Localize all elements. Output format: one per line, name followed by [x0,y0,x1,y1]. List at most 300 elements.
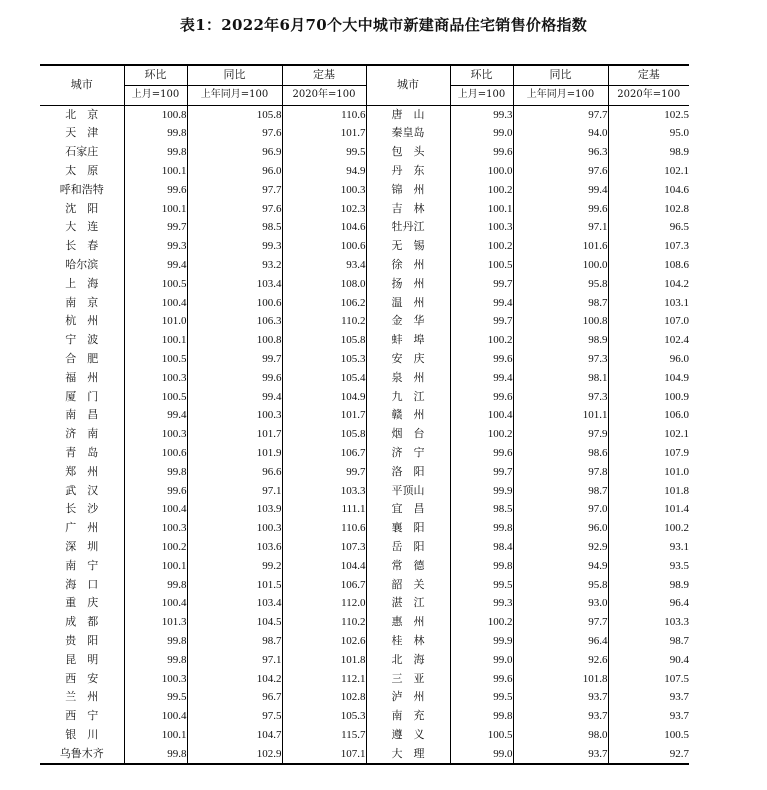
mom-cell: 99.6 [124,181,187,200]
table-row [40,124,689,143]
yoy-cell: 101.5 [187,576,282,595]
yoy-cell: 101.8 [513,670,608,689]
table-title: 表1：2022年6月70个大中城市新建商品住宅销售价格指数 [179,16,588,34]
base-cell: 93.7 [608,688,689,707]
table-row [40,256,689,275]
city-cell: 西 安 [65,671,99,685]
yoy-cell: 92.6 [513,651,608,670]
city-cell: 岳 阳 [366,538,450,557]
yoy-cell: 96.4 [513,632,608,651]
city-cell: 包 头 [366,143,450,162]
mom-cell: 99.6 [450,670,513,689]
table-row [40,181,689,200]
city-cell: 武 汉 [65,483,99,497]
base-cell: 112.0 [282,594,366,613]
mom-cell: 101.0 [124,312,187,331]
city-cell: 北 海 [366,651,450,670]
base-cell: 103.3 [608,613,689,632]
mom-cell: 100.1 [124,557,187,576]
base-cell: 101.8 [608,482,689,501]
yoy-cell: 100.3 [187,406,282,425]
city-cell: 牡丹江 [366,218,450,237]
mom-cell: 99.0 [450,745,513,765]
base-cell: 93.5 [608,557,689,576]
yoy-cell: 96.6 [187,463,282,482]
mom-cell: 99.7 [450,312,513,331]
city-cell: 呼和浩特 [59,182,104,196]
base-cell: 102.8 [282,688,366,707]
city-header: 城市 [40,65,124,105]
city-cell: 大 连 [65,220,99,234]
city-cell: 乌鲁木齐 [40,745,124,765]
yoy-cell: 99.2 [187,557,282,576]
mom-cell: 100.3 [124,519,187,538]
mom-cell: 100.5 [124,388,187,407]
base-cell: 105.8 [282,425,366,444]
table-row [40,388,689,407]
table-row [40,331,689,350]
base-cell: 100.3 [282,181,366,200]
city-cell: 安 庆 [366,350,450,369]
base-cell: 93.1 [608,538,689,557]
mom-cell: 100.3 [450,218,513,237]
mom-cell: 100.5 [124,275,187,294]
table-row [40,688,689,707]
city-cell: 韶 关 [366,576,450,595]
city-cell: 三 亚 [366,670,450,689]
city-cell: 太 原 [65,163,99,177]
city-cell: 常 德 [366,557,450,576]
base-cell: 103.1 [608,294,689,313]
yoy-cell: 96.3 [513,143,608,162]
yoy-cell: 93.7 [513,707,608,726]
base-cell: 108.6 [608,256,689,275]
base-cell: 96.0 [608,350,689,369]
base-cell: 93.4 [282,256,366,275]
mom-cell: 100.1 [450,200,513,219]
base-cell: 105.8 [282,331,366,350]
mom-cell: 99.6 [450,388,513,407]
base-cell: 105.4 [282,369,366,388]
mom-header-2: 环比 [450,65,513,85]
city-cell: 南 宁 [65,558,99,572]
yoy-cell: 103.4 [187,594,282,613]
table-row [40,519,689,538]
base-cell: 100.5 [608,726,689,745]
table-row [40,500,689,519]
yoy-cell: 94.9 [513,557,608,576]
base-cell: 110.6 [282,519,366,538]
base-cell: 100.2 [608,519,689,538]
mom-cell: 99.6 [450,350,513,369]
mom-cell: 100.2 [450,237,513,256]
city-cell: 丹 东 [366,162,450,181]
yoy-cell: 100.0 [513,256,608,275]
yoy-cell: 101.9 [187,444,282,463]
city-header-2: 城市 [366,65,450,105]
yoy-cell: 92.9 [513,538,608,557]
city-cell: 桂 林 [366,632,450,651]
table-row [40,651,689,670]
base-cell: 92.7 [608,745,689,765]
base-cell: 101.4 [608,500,689,519]
city-cell: 扬 州 [366,275,450,294]
table-row [40,745,689,765]
city-cell: 锦 州 [366,181,450,200]
base-cell: 108.0 [282,275,366,294]
city-cell: 南 京 [65,295,99,309]
table-row [40,369,689,388]
yoy-cell: 97.7 [513,613,608,632]
mom-cell: 100.4 [124,707,187,726]
table-row [40,275,689,294]
base-cell: 110.6 [282,105,366,124]
mom-cell: 100.3 [124,369,187,388]
city-cell: 郑 州 [65,464,99,478]
base-cell: 102.5 [608,105,689,124]
city-cell: 徐 州 [366,256,450,275]
table-row [40,350,689,369]
yoy-cell: 98.7 [513,294,608,313]
base-cell: 104.2 [608,275,689,294]
mom-cell: 100.3 [124,425,187,444]
base-cell: 102.1 [608,425,689,444]
table-row [40,312,689,331]
base-cell: 107.0 [608,312,689,331]
mom-cell: 99.3 [450,105,513,124]
city-cell: 平顶山 [366,482,450,501]
mom-cell: 99.6 [124,482,187,501]
mom-cell: 99.4 [124,256,187,275]
city-cell: 合 肥 [65,351,99,365]
table-row [40,444,689,463]
base-cell: 98.7 [608,632,689,651]
yoy-cell: 99.3 [187,237,282,256]
mom-cell: 100.1 [124,162,187,181]
city-cell: 赣 州 [366,406,450,425]
yoy-cell: 101.1 [513,406,608,425]
mom-cell: 100.4 [124,594,187,613]
yoy-cell: 93.0 [513,594,608,613]
yoy-cell: 97.1 [513,218,608,237]
city-cell: 唐 山 [366,105,450,124]
city-cell: 兰 州 [65,690,99,704]
city-cell: 昆 明 [65,652,99,666]
mom-cell: 99.8 [124,632,187,651]
base-cell: 104.6 [282,218,366,237]
city-cell: 西 宁 [65,709,99,723]
yoy-cell: 99.4 [187,388,282,407]
mom-cell: 100.5 [450,256,513,275]
yoy-cell: 105.8 [187,105,282,124]
mom-cell: 99.5 [450,688,513,707]
yoy-cell: 103.4 [187,275,282,294]
city-cell: 金 华 [366,312,450,331]
city-cell: 天 津 [65,126,99,140]
mom-cell: 100.4 [124,294,187,313]
city-cell: 石家庄 [65,145,99,159]
city-cell: 福 州 [65,370,99,384]
city-cell: 秦皇岛 [366,124,450,143]
yoy-cell: 97.6 [187,200,282,219]
yoy-cell: 106.3 [187,312,282,331]
yoy-cell: 101.7 [187,425,282,444]
yoy-cell: 99.7 [187,350,282,369]
mom-cell: 99.8 [124,745,187,765]
mom-cell: 99.9 [450,632,513,651]
base-cell: 106.0 [608,406,689,425]
table-row [40,538,689,557]
base-cell: 112.1 [282,670,366,689]
mom-cell: 99.8 [450,557,513,576]
yoy-cell: 104.7 [187,726,282,745]
yoy-subheader: 上年同月=100 [187,85,282,105]
yoy-cell: 97.6 [513,162,608,181]
yoy-cell: 97.1 [187,651,282,670]
table-row [40,594,689,613]
city-cell: 贵 阳 [65,633,99,647]
city-cell: 南 昌 [65,408,99,422]
yoy-cell: 103.6 [187,538,282,557]
mom-cell: 99.0 [450,124,513,143]
base-subheader: 2020年=100 [282,85,366,105]
base-cell: 102.1 [608,162,689,181]
city-cell: 长 沙 [65,502,99,516]
base-cell: 95.0 [608,124,689,143]
yoy-cell: 98.7 [513,482,608,501]
yoy-cell: 96.0 [187,162,282,181]
mom-cell: 100.2 [124,538,187,557]
yoy-header-2: 同比 [513,65,608,85]
mom-cell: 99.3 [124,237,187,256]
base-header: 定基 [282,65,366,85]
base-cell: 100.6 [282,237,366,256]
base-cell: 94.9 [282,162,366,181]
table-row [40,482,689,501]
yoy-cell: 99.6 [187,369,282,388]
mom-cell: 99.8 [450,707,513,726]
mom-cell: 100.4 [450,406,513,425]
yoy-cell: 100.3 [187,519,282,538]
mom-cell: 99.8 [124,463,187,482]
mom-cell: 100.2 [450,331,513,350]
city-cell: 宁 波 [65,333,99,347]
mom-cell: 100.5 [450,726,513,745]
city-cell: 上 海 [65,276,99,290]
base-cell: 104.4 [282,557,366,576]
table-row [40,707,689,726]
mom-cell: 99.5 [450,576,513,595]
yoy-cell: 101.6 [513,237,608,256]
yoy-cell: 97.3 [513,350,608,369]
yoy-cell: 99.6 [513,200,608,219]
table-row [40,105,689,124]
yoy-cell: 96.7 [187,688,282,707]
base-cell: 102.4 [608,331,689,350]
city-cell: 成 都 [65,615,99,629]
base-cell: 106.7 [282,576,366,595]
base-cell: 105.3 [282,707,366,726]
table-row [40,670,689,689]
base-cell: 90.4 [608,651,689,670]
base-cell: 107.3 [608,237,689,256]
price-index-table [40,64,689,765]
table-row [40,406,689,425]
city-cell: 湛 江 [366,594,450,613]
yoy-cell: 98.9 [513,331,608,350]
yoy-cell: 97.7 [513,105,608,124]
yoy-cell: 95.8 [513,275,608,294]
mom-cell: 98.5 [450,500,513,519]
yoy-cell: 98.0 [513,726,608,745]
base-cell: 103.3 [282,482,366,501]
yoy-cell: 93.7 [513,745,608,765]
mom-cell: 99.7 [450,275,513,294]
mom-cell: 100.1 [124,331,187,350]
base-cell: 101.0 [608,463,689,482]
base-cell: 107.9 [608,444,689,463]
city-cell: 深 圳 [65,539,99,553]
city-cell: 烟 台 [366,425,450,444]
table-body [40,105,689,764]
mom-subheader: 上月=100 [124,85,187,105]
base-cell: 101.7 [282,406,366,425]
base-cell: 104.9 [282,388,366,407]
mom-cell: 100.2 [450,425,513,444]
base-cell: 111.1 [282,500,366,519]
mom-cell: 99.5 [124,688,187,707]
yoy-cell: 102.9 [187,745,282,765]
mom-cell: 99.6 [450,143,513,162]
base-cell: 96.4 [608,594,689,613]
base-cell: 110.2 [282,312,366,331]
yoy-cell: 98.6 [513,444,608,463]
city-cell: 遵 义 [366,726,450,745]
city-cell: 济 南 [65,427,99,441]
table-row [40,237,689,256]
base-cell: 102.6 [282,632,366,651]
yoy-cell: 93.7 [513,688,608,707]
yoy-cell: 103.9 [187,500,282,519]
city-cell: 海 口 [65,577,99,591]
table-row [40,726,689,745]
base-cell: 104.6 [608,181,689,200]
base-cell: 96.5 [608,218,689,237]
yoy-subheader-2: 上年同月=100 [513,85,608,105]
mom-cell: 99.7 [124,218,187,237]
city-cell: 哈尔滨 [65,257,99,271]
yoy-cell: 97.0 [513,500,608,519]
base-cell: 98.9 [608,576,689,595]
mom-cell: 100.0 [450,162,513,181]
mom-cell: 99.7 [450,463,513,482]
base-cell: 101.8 [282,651,366,670]
base-cell: 102.8 [608,200,689,219]
base-cell: 115.7 [282,726,366,745]
base-subheader-2: 2020年=100 [608,85,689,105]
base-cell: 98.9 [608,143,689,162]
yoy-cell: 100.8 [513,312,608,331]
base-cell: 101.7 [282,124,366,143]
city-cell: 广 州 [65,521,99,535]
city-cell: 洛 阳 [366,463,450,482]
mom-subheader-2: 上月=100 [450,85,513,105]
base-cell: 106.2 [282,294,366,313]
base-cell: 105.3 [282,350,366,369]
yoy-cell: 97.5 [187,707,282,726]
mom-cell: 100.3 [124,670,187,689]
base-cell: 107.3 [282,538,366,557]
mom-cell: 101.3 [124,613,187,632]
mom-header: 环比 [124,65,187,85]
mom-cell: 99.9 [450,482,513,501]
base-cell: 100.9 [608,388,689,407]
base-cell: 106.7 [282,444,366,463]
base-header-2: 定基 [608,65,689,85]
mom-cell: 99.4 [450,294,513,313]
city-cell: 温 州 [366,294,450,313]
base-cell: 107.1 [282,745,366,765]
city-cell: 南 充 [366,707,450,726]
yoy-cell: 97.7 [187,181,282,200]
base-cell: 99.7 [282,463,366,482]
city-cell: 泉 州 [366,369,450,388]
mom-cell: 100.2 [450,181,513,200]
table-row [40,294,689,313]
base-cell: 93.7 [608,707,689,726]
city-cell: 银 川 [65,727,99,741]
table-row [40,162,689,181]
table-row [40,557,689,576]
mom-cell: 99.3 [450,594,513,613]
yoy-cell: 97.8 [513,463,608,482]
city-cell: 杭 州 [65,314,99,328]
city-cell: 北 京 [65,107,99,121]
base-cell: 110.2 [282,613,366,632]
city-cell: 泸 州 [366,688,450,707]
city-cell: 蚌 埠 [366,331,450,350]
city-cell: 沈 阳 [65,201,99,215]
yoy-cell: 95.8 [513,576,608,595]
city-cell: 襄 阳 [366,519,450,538]
city-cell: 大 理 [366,745,450,765]
yoy-cell: 97.3 [513,388,608,407]
yoy-header: 同比 [187,65,282,85]
base-cell: 102.3 [282,200,366,219]
mom-cell: 99.8 [124,651,187,670]
yoy-cell: 97.1 [187,482,282,501]
city-cell: 惠 州 [366,613,450,632]
base-cell: 104.9 [608,369,689,388]
city-cell: 宜 昌 [366,500,450,519]
table-row [40,463,689,482]
table-row [40,200,689,219]
city-cell: 无 锡 [366,237,450,256]
mom-cell: 100.6 [124,444,187,463]
mom-cell: 99.8 [450,519,513,538]
yoy-cell: 98.5 [187,218,282,237]
table-row [40,218,689,237]
yoy-cell: 100.8 [187,331,282,350]
base-cell: 107.5 [608,670,689,689]
table-row [40,632,689,651]
mom-cell: 98.4 [450,538,513,557]
city-cell: 厦 门 [65,389,99,403]
yoy-cell: 96.0 [513,519,608,538]
yoy-cell: 100.6 [187,294,282,313]
mom-cell: 100.1 [124,200,187,219]
mom-cell: 99.8 [124,576,187,595]
